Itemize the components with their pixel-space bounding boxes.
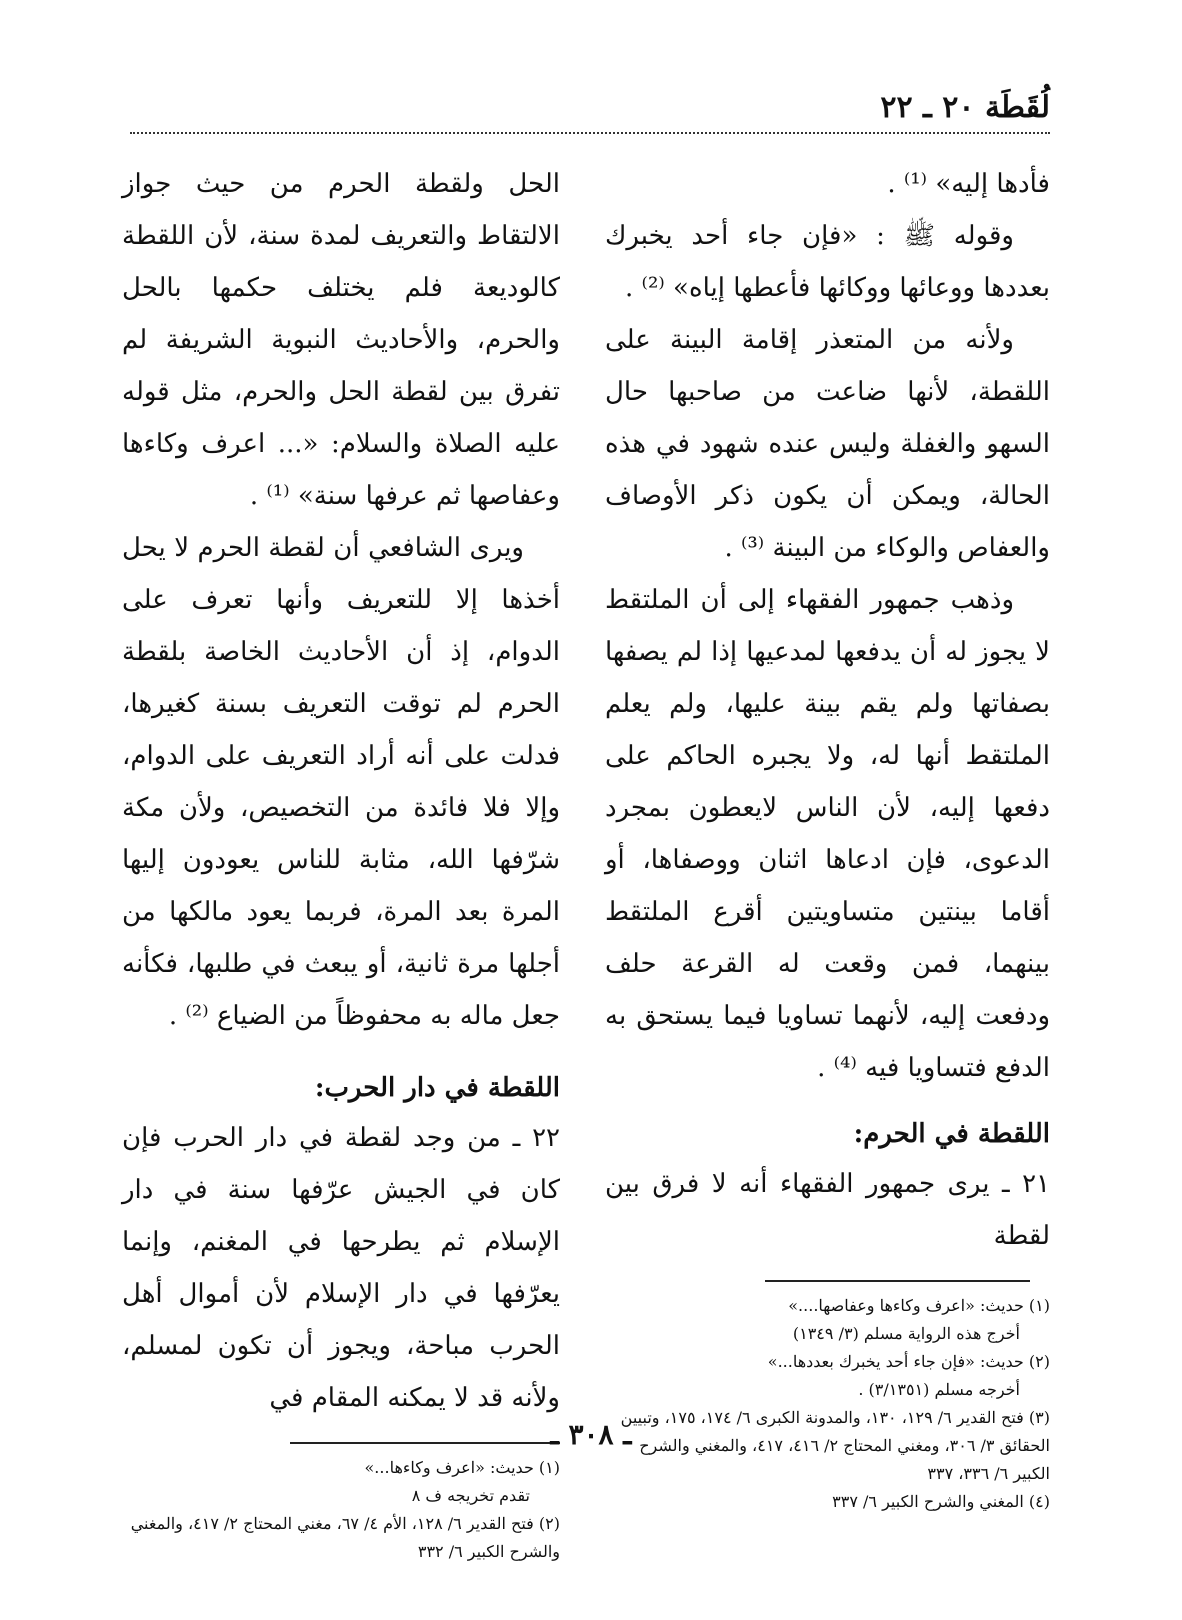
footnote: (١) حديث: «اعرف وكاءها وعفاصها....»: [788, 1296, 1050, 1315]
paragraph: وقوله ﷺ : «فإن جاء أحد يخبرك بعددها ووعائها ووكائها فأعطها إياه» ⁽²⁾ .: [605, 221, 1050, 303]
paragraph: ٢٢ ـ من وجد لقطة في دار الحرب فإن كان في الجيش عرّفها سنة في دار الإسلام ثم يطرحها في المغنم، وإنما يعرّفها في دار الإسلام لأن أموال أهل الحرب مباحة، ويجوز أن تكون لمسلم، ولأنه قد لا يمكنه المقام في: [122, 1123, 560, 1413]
footnote: (٢) حديث: «فإن جاء أحد يخبرك بعددها...»: [767, 1352, 1050, 1371]
right-column: [605, 158, 1050, 1516]
footnote-separator: [765, 1280, 1030, 1282]
page-number: ـ ٣٠٨ ـ: [550, 1418, 632, 1451]
footnote-source: أخرج هذه الرواية مسلم (٣/ ١٣٤٩): [792, 1324, 1020, 1343]
section-heading: اللقطة في الحرم:: [853, 1119, 1050, 1149]
paragraph: ويرى الشافعي أن لقطة الحرم لا يحل أخذها إلا للتعريف وأنها تعرف على الدوام، إذ أن الأحاديث الخاصة بلقطة الحرم لم توقت التعريف بسنة كغيرها، فدلت على أنه أراد التعريف على الدوام، وإلا فلا فائدة من التخصيص، ولأن مكة شرّفها الله، مثابة للناس يعودون إليها المرة بعد المرة، فربما يعود مالكها من أجلها مرة ثانية، أو يبعث في طلبها، فكأنه جعل ماله به محفوظاً من الضياع ⁽²⁾ .: [122, 533, 560, 1031]
header-dotted-rule: [130, 132, 1050, 134]
paragraph: الحل ولقطة الحرم من حيث جواز الالتقاط والتعريف لمدة سنة، لأن اللقطة كالوديعة فلم يختلف حكمها بالحل والحرم، والأحاديث النبوية الشريفة لم تفرق بين لقطة الحل والحرم، مثل قوله عليه الصلاة والسلام: «... اعرف وكاءها وعفاصها ثم عرفها سنة» ⁽¹⁾ .: [122, 169, 560, 511]
section-heading: اللقطة في دار الحرب:: [314, 1073, 560, 1103]
footnote-source: أخرجه مسلم (٣/١٣٥١) .: [858, 1380, 1020, 1399]
paragraph: وذهب جمهور الفقهاء إلى أن الملتقط لا يجوز له أن يدفعها لمدعيها إذا لم يصفها بصفاتها ولم يقم بينة عليها، ولم يعلم الملتقط أنها له، ولا يجبره الحاكم على دفعها إليه، لأن الناس لايعطون بمجرد الدعوى، فإن ادعاها اثنان ووصفاها، أو أقاما بينتين متساويتين أقرع الملتقط بينهما، فمن وقعت له القرعة حلف ودفعت إليه، لأنهما تساويا فيما يستحق به الدفع فتساويا فيه ⁽⁴⁾ .: [605, 585, 1050, 1083]
paragraph: فأدها إليه» ⁽¹⁾ .: [887, 169, 1050, 199]
left-column: [122, 158, 560, 1566]
footnote: (٤) المغني والشرح الكبير ٦/ ٣٣٧: [832, 1492, 1050, 1511]
footnote: (١) حديث: «اعرف وكاءها...»: [364, 1458, 560, 1477]
running-title: لُقَطَة ٢٠ ـ ٢٢: [880, 90, 1050, 125]
footnote-source: تقدم تخريجه ف ٨: [411, 1486, 530, 1505]
paragraph: ٢١ ـ يرى جمهور الفقهاء أنه لا فرق بين لقطة: [605, 1169, 1050, 1251]
footnote: (٢) فتح القدير ٦/ ١٢٨، الأم ٤/ ٦٧، مغني المحتاج ٢/ ٤١٧، والمغني والشرح الكبير ٦/ ٣٣٢: [130, 1514, 560, 1561]
page-header: [130, 88, 1050, 130]
paragraph: ولأنه من المتعذر إقامة البينة على اللقطة، لأنها ضاعت من صاحبها حال السهو والغفلة وليس عنده شهود في هذه الحالة، ويمكن أن يكون ذكر الأوصاف والعفاص والوكاء من البينة ⁽³⁾ .: [605, 325, 1050, 563]
footnote: (٣) فتح القدير ٦/ ١٢٩، ١٣٠، والمدونة الكبرى ٦/ ١٧٤، ١٧٥، وتبيين الحقائق ٣/ ٣٠٦، ومغني المحتاج ٢/ ٤١٦، ٤١٧، والمغني والشرح الكبير ٦/ ٣٣٦، ٣٣٧: [620, 1408, 1050, 1483]
